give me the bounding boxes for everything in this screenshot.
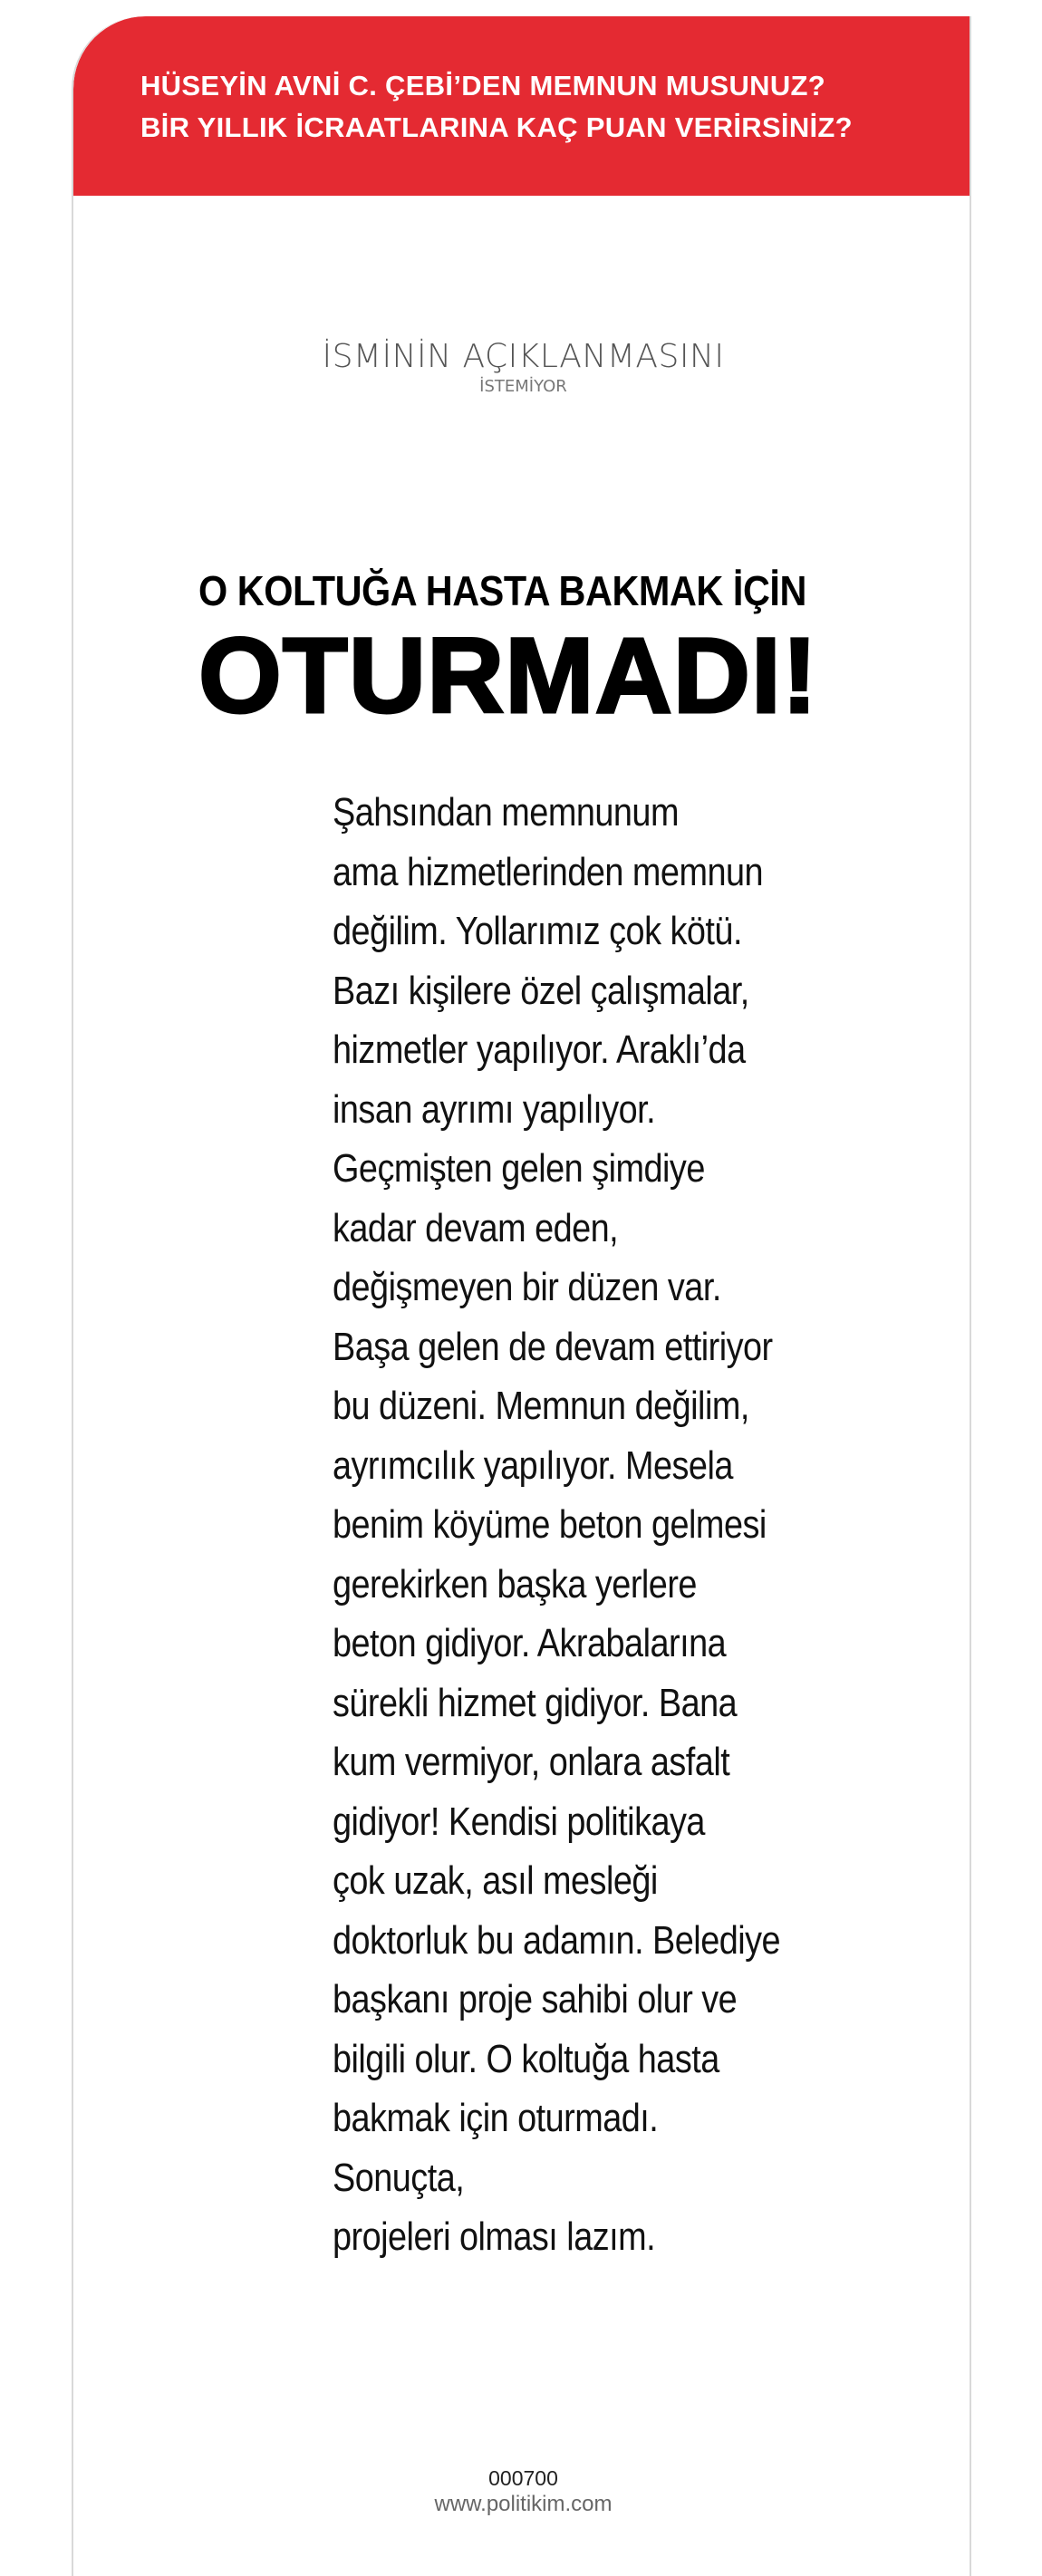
headline	[198, 564, 941, 734]
headline-main: OTURMADI!	[198, 616, 819, 736]
respondent-title: İSTEMİYOR	[479, 377, 567, 396]
respondent-info	[73, 335, 971, 397]
article-card	[72, 16, 971, 2576]
website-link[interactable]: www.politikim.com	[434, 2492, 613, 2516]
footer	[73, 2465, 971, 2518]
quote-body: Şahsından memnunum ama hizmetlerinden memnun değilim. Yollarımız çok kötü. Bazı kişilere özel çalışmalar, hizmetler yapılıyor. Araklı’da insan ayrımı yapılıyor. Geçmişten gelen şimdiye kadar devam eden, değişmeyen bir düzen var. Başa gelen de devam ettiriyor bu düzeni. Memnun değilim, ayrımcılık yapılıyor. Mesela benim köyüme beton gelmesi gerekirken başka yerlere beton gidiyor. Akrabalarına sürekli hizmet gidiyor. Bana kum vermiyor, onlara asfalt gidiyor! Kendisi politikaya çok uzak, asıl mesleği doktorluk bu adamın. Belediye başkanı proje sahibi olur ve bilgili olur. O koltuğa hasta bakmak için oturmadı. Sonuçta, projeleri olması lazım.	[333, 790, 781, 2259]
page-code: 000700	[488, 2466, 558, 2490]
question-banner	[73, 16, 970, 196]
question-line-2: BİR YILLIK İCRAATLARINA KAÇ PUAN VERİRSİNİZ?	[140, 111, 853, 143]
headline-kicker: O KOLTUĞA HASTA BAKMAK İÇİN	[198, 567, 806, 614]
respondent-name: İSMİNİN AÇIKLANMASINI	[322, 338, 725, 375]
question-line-1: HÜSEYİN AVNİ C. ÇEBİ’DEN MEMNUN MUSUNUZ?	[140, 70, 826, 101]
